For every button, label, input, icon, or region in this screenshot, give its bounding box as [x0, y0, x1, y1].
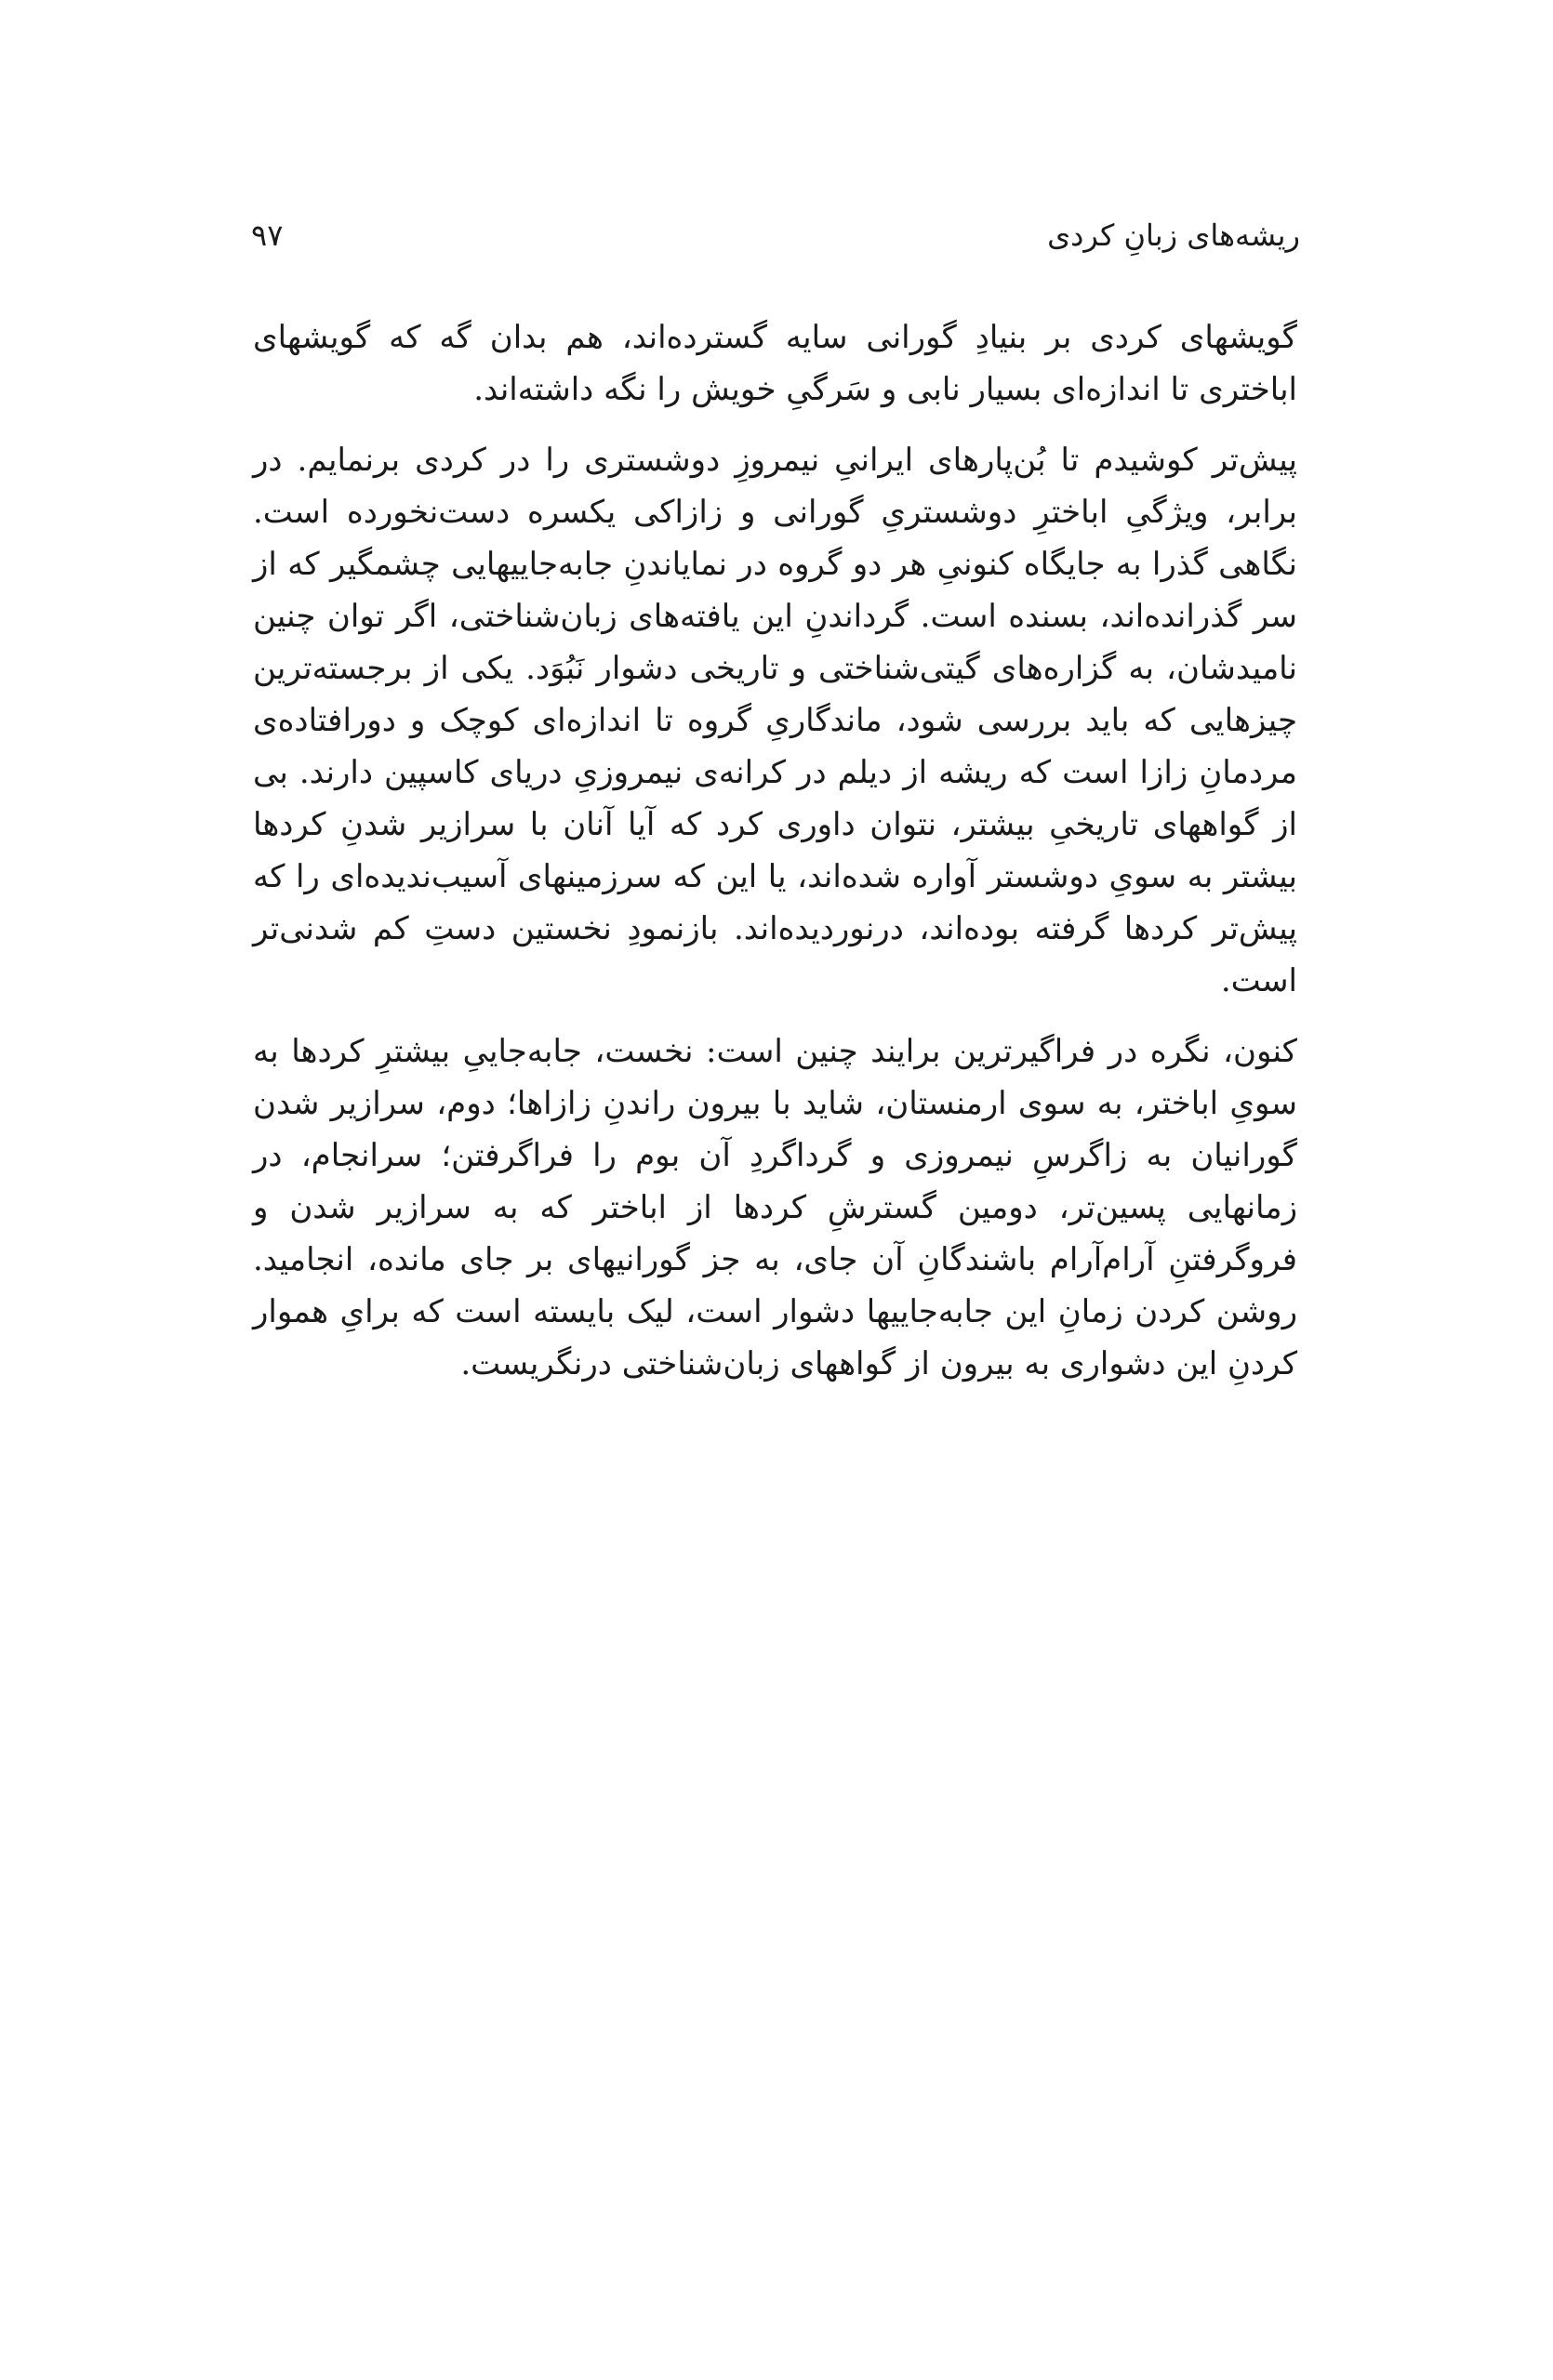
paragraph: پیش‌تر کوشیدم تا بُن‌پارهای ایرانیِ نیمروزِ دوشستری را در کردی برنمایم. در برابر، ویژگیِ اباخترِ دوشستریِ گورانی و زازاکی یکسره دست‌نخورده است. نگاهی گذرا به جایگاه کنونیِ هر دو گروه در نمایاندنِ جابه‌جاییهایی چشمگیر که از سر گذرانده‌اند، بسنده است. گرداندنِ این یافته‌های زبان‌شناختی، اگر توان چنین نامیدشان، به گزاره‌های گیتی‌شناختی و تاریخی دشوار نَبُوَد. یکی از برجسته‌ترین چیزهایی که باید بررسی شود، ماندگاریِ گروه تا اندازه‌ای کوچک و دورافتاده‌ی مردمانِ زازا است که ریشه از دیلم در کرانه‌ی نیمروزیِ دریای کاسپین دارند. بی از گواههای تاریخیِ بیشتر، نتوان داوری کرد که آیا آنان با سرازیر شدنِ کردها بیشتر به سویِ دوشستر آواره شده‌اند، یا این که سرزمینهای آسیب‌ندیده‌ای را که پیش‌تر کردها گرفته بوده‌اند، درنوردیده‌اند. بازنمودِ نخستین دستِ کم شدنی‌تر است. [253, 442, 1297, 999]
running-head [251, 212, 1300, 258]
body-text [253, 311, 1297, 1408]
running-title: ریشه‌های زبانِ کردی [1047, 218, 1300, 253]
paragraph: کنون، نگره در فراگیرترین برایند چنین است: نخست، جابه‌جاییِ بیشترِ کردها به سویِ اباختر، به سوی ارمنستان، شاید با بیرون راندنِ زازاها؛ دوم، سرازیر شدن گورانیان به زاگرسِ نیمروزی و گرداگردِ آن بوم را فراگرفتن؛ سرانجام، در زمانهایی پسین‌تر، دومین گسترشِ کردها از اباختر که به سرازیر شدن و فروگرفتنِ آرام‌آرام باشندگانِ آن جای، به جز گورانیهای بر جای مانده، انجامید. روشن کردن زمانِ این جابه‌جاییها دشوار است، لیک بایسته است که برایِ هموار کردنِ این دشواری به بیرون از گواههای زبان‌شناختی درنگریست. [253, 1033, 1297, 1382]
page-number: ۹۷ [251, 218, 284, 253]
paragraph: گویشهای کردی بر بنیادِ گورانی سایه گسترده‌اند، هم بدان گه که گویشهای اباختری تا اندازه‌ای بسیار نابی و سَرگیِ خویش را نگه داشته‌اند. [253, 319, 1297, 408]
